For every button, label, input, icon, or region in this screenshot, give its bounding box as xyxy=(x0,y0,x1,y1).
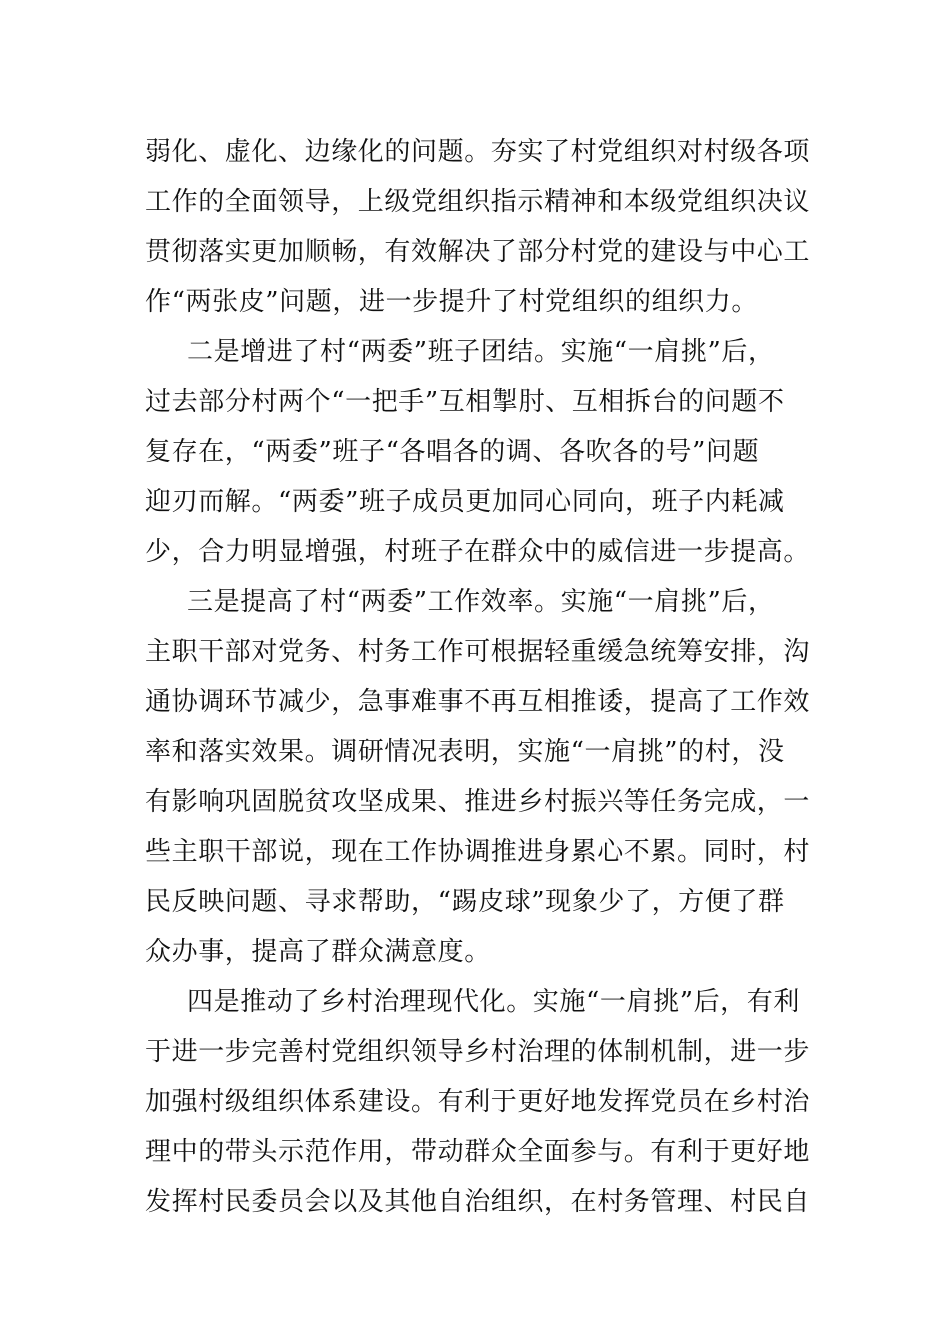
text-line: 通协调环节减少，急事难事不再互相推诿，提高了工作效 xyxy=(145,687,810,717)
text-line: 有影响巩固脱贫攻坚成果、推进乡村振兴等任务完成，一 xyxy=(145,787,810,817)
paragraph-start-line: 三是提高了村“两委”工作效率。实施“一肩挑”后， xyxy=(187,587,775,617)
paragraph-start-line: 四是推动了乡村治理现代化。实施“一肩挑”后，有利 xyxy=(187,987,800,1017)
text-line: 加强村级组织体系建设。有利于更好地发挥党员在乡村治 xyxy=(145,1087,810,1117)
text-line: 复存在，“两委”班子“各唱各的调、各吹各的号”问题 xyxy=(145,437,760,467)
text-line: 工作的全面领导，上级党组织指示精神和本级党组织决议 xyxy=(145,187,810,217)
text-line: 众办事，提高了群众满意度。 xyxy=(145,937,491,967)
text-line: 理中的带头示范作用，带动群众全面参与。有利于更好地 xyxy=(145,1137,810,1167)
text-line: 少，合力明显增强，村班子在群众中的威信进一步提高。 xyxy=(145,537,810,567)
text-line: 发挥村民委员会以及其他自治组织，在村务管理、村民自 xyxy=(145,1187,810,1217)
text-line: 迎刃而解。“两委”班子成员更加同心同向，班子内耗减 xyxy=(145,487,785,517)
text-line: 贯彻落实更加顺畅，有效解决了部分村党的建设与中心工 xyxy=(145,237,810,267)
text-line: 率和落实效果。调研情况表明，实施“一肩挑”的村，没 xyxy=(145,737,785,767)
text-line: 过去部分村两个“一把手”互相掣肘、互相拆台的问题不 xyxy=(145,387,785,417)
text-line: 主职干部对党务、村务工作可根据轻重缓急统筹安排，沟 xyxy=(145,637,810,667)
text-line: 弱化、虚化、边缘化的问题。夯实了村党组织对村级各项 xyxy=(145,137,810,167)
text-line: 于进一步完善村党组织领导乡村治理的体制机制，进一步 xyxy=(145,1037,810,1067)
text-line: 作“两张皮”问题，进一步提升了村党组织的组织力。 xyxy=(145,287,758,317)
paragraph-start-line: 二是增进了村“两委”班子团结。实施“一肩挑”后， xyxy=(187,337,775,367)
document-body xyxy=(145,127,810,1227)
text-line: 些主职干部说，现在工作协调推进身累心不累。同时，村 xyxy=(145,837,810,867)
text-line: 民反映问题、寻求帮助，“踢皮球”现象少了，方便了群 xyxy=(145,887,785,917)
